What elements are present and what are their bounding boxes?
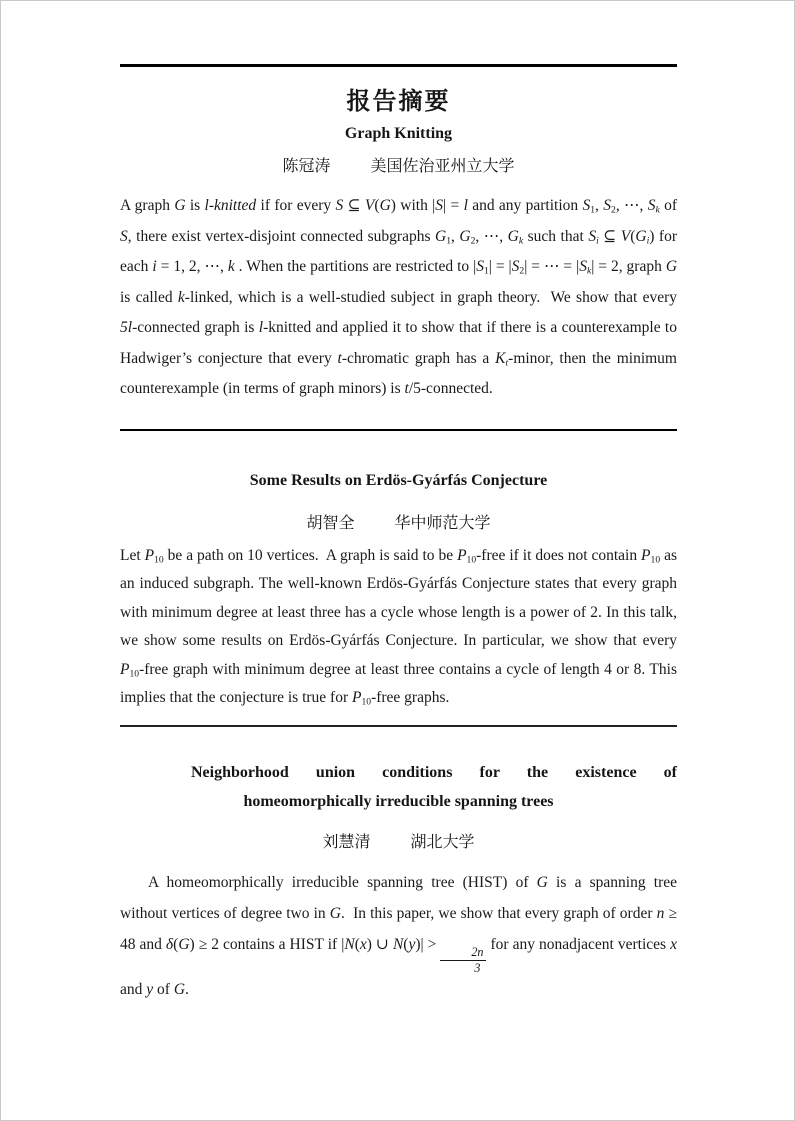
section-divider-rule (120, 725, 677, 727)
section-title-line2: homeomorphically irreducible spanning trees (243, 792, 554, 810)
top-rule (120, 64, 677, 67)
fraction: $\frac{2n}{3}$ (440, 946, 486, 974)
author-name: 胡智全 (306, 514, 355, 532)
author-name: 陈冠涛 (282, 158, 331, 175)
author-line (120, 513, 677, 535)
author-affiliation: 湖北大学 (410, 833, 475, 851)
author-affiliation: 华中师范大学 (394, 514, 491, 532)
section-title: Some Results on Erdös-Gyárfás Conjecture (249, 471, 548, 489)
author-line (120, 832, 677, 854)
section-graph-knitting (120, 124, 677, 405)
section-divider-rule (120, 429, 677, 431)
author-name: 刘慧清 (322, 833, 371, 851)
abstract-paragraph: Let $P_{10}$ be a path on 10 vertices. A graph is said to be $P_{10}$-free if it does not contain $P_{10}$ as an induced subgraph. The well-known Erdös-Gyárfás Conjecture states that every graph with minimum degree at least three has a cycle whose length is a power of 2. In this talk, we show some results on Erdös-Gyárfás Conjecture. In particular, we show that every $P_{10}$-free graph with minimum degree at least three contains a cycle of length 4 or 8. This implies that the conjecture is true for $P_{10}$-free graphs. (120, 546, 677, 708)
document-title: 报告摘要 (346, 89, 451, 115)
section-erdos-gyarfas (120, 471, 677, 713)
author-line (120, 156, 677, 178)
author-affiliation: 美国佐治亚州立大学 (370, 158, 515, 175)
abstract-paragraph: A graph G is l-knitted if for every S ⊆ V(G) with |S| = l and any partition $S_1$, $S_2$, ⋯, Sk of S, there exist vertex-disjoint connected subgraphs $G_1$, $G_2$, ⋯, Gk such that Si ⊆ V(Gi) for each i = 1, 2, ⋯, k . When the partitions are restricted to $|S_1| = |S_2|$ = ⋯ = |Sk| = 2, graph G is called k-linked, which is a well-studied subject in graph theory. We show that every 5l-connected graph is l-knitted and applied it to show that if there is a counterexample to Hadwiger’s conjecture that every t-chromatic graph has a Kt-minor, then the minimum counterexample (in terms of graph minors) is t/5-connected. (120, 197, 678, 397)
abstract-paragraph: A homeomorphically irreducible spanning tree (HIST) of G is a spanning tree without vertices of degree two in G. In this paper, we show that every graph of order n ≥ 48 and δ(G) ≥ 2 contains a HIST if |N(x) ∪ N(y)| > $\frac{2n}{3}$ for any nonadjacent vertices x and y of G. (120, 873, 677, 999)
page-content (1, 64, 794, 1005)
section-title: Graph Knitting (344, 125, 453, 142)
section-title-line1: Neighborhood union conditions for the existence of (191, 763, 677, 781)
section-hist (120, 763, 677, 1006)
